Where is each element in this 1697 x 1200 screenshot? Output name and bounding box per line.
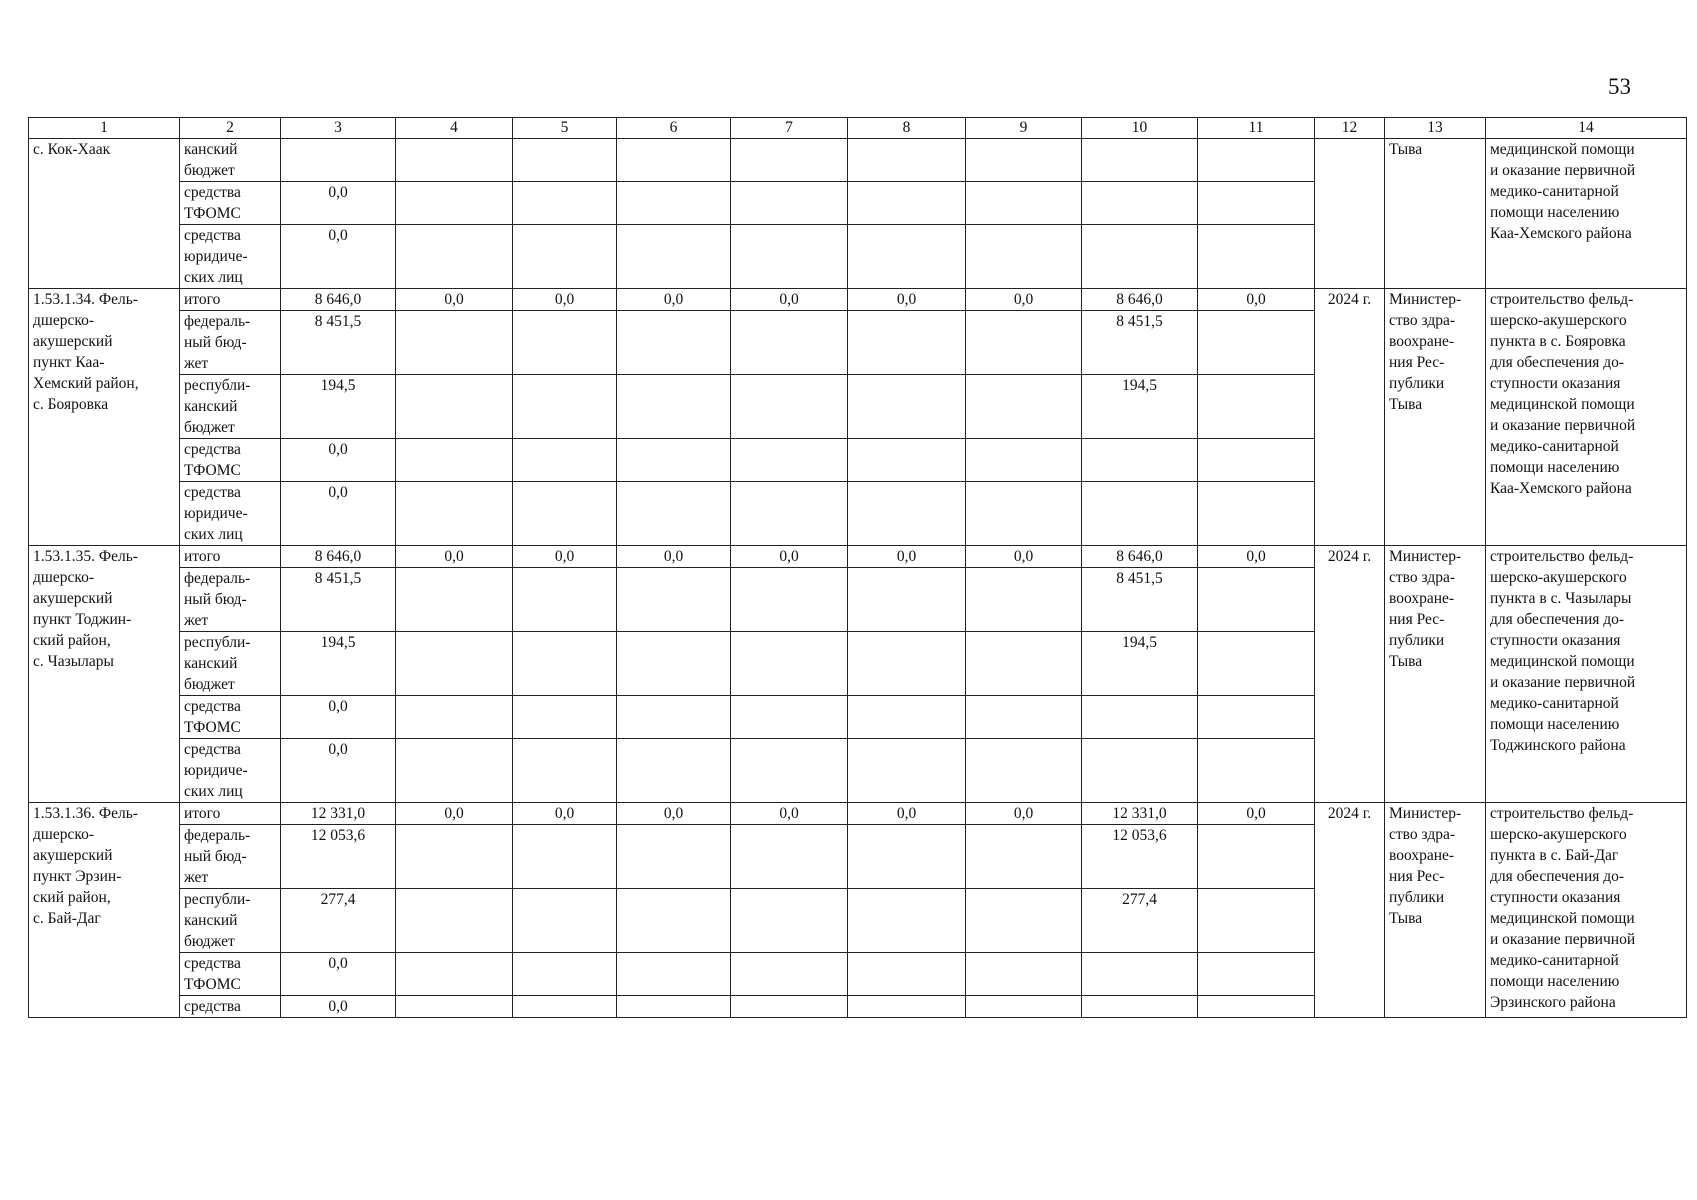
amount-cell [848,825,966,889]
amount-cell [617,953,731,996]
amount-cell [1082,996,1198,1018]
amount-cell: 0,0 [617,289,731,311]
amount-cell [966,311,1082,375]
responsible-executor: Министер- ство здра- воохране- ния Рес- публики Тыва [1385,546,1486,803]
amount-cell: 277,4 [1082,889,1198,953]
amount-cell [617,482,731,546]
amount-cell [617,225,731,289]
funding-row [29,139,1687,182]
amount-cell [1198,889,1315,953]
amount-cell [1082,139,1198,182]
amount-cell [281,139,396,182]
responsible-executor: Министер- ство здра- воохране- ния Рес- публики Тыва [1385,803,1486,1018]
amount-cell [848,696,966,739]
amount-cell: 0,0 [731,546,848,568]
amount-cell: 0,0 [731,289,848,311]
funding-source-label: средства юридиче- ских лиц [180,739,281,803]
amount-cell: 0,0 [513,289,617,311]
amount-cell: 0,0 [281,439,396,482]
amount-cell: 0,0 [396,546,513,568]
column-number: 4 [396,118,513,139]
column-number: 9 [966,118,1082,139]
amount-cell [617,889,731,953]
funding-source-label: итого [180,546,281,568]
amount-cell [513,889,617,953]
amount-cell: 0,0 [281,482,396,546]
amount-cell: 0,0 [396,803,513,825]
amount-cell: 0,0 [617,803,731,825]
funding-source-label: средства ТФОМС [180,182,281,225]
funding-source-label: итого [180,803,281,825]
amount-cell: 194,5 [1082,632,1198,696]
purpose-text: строительство фельд- шерско-акушерского пункта в с. Бай-Даг для обеспечения до- ступности оказания медицинской помощи и оказание первичной медико-санитарной помощи населению Эрзинского района [1486,803,1687,1018]
amount-cell [966,953,1082,996]
amount-cell: 0,0 [617,546,731,568]
amount-cell: 8 451,5 [1082,568,1198,632]
amount-cell [848,889,966,953]
amount-cell [396,825,513,889]
amount-cell [1198,825,1315,889]
amount-cell [848,953,966,996]
amount-cell [396,311,513,375]
amount-cell: 277,4 [281,889,396,953]
amount-cell: 8 646,0 [1082,289,1198,311]
amount-cell [1082,482,1198,546]
amount-cell [966,632,1082,696]
amount-cell [966,482,1082,546]
purpose-text: медицинской помощи и оказание первичной медико-санитарной помощи населению Каа-Хемского района [1486,139,1687,289]
amount-cell [617,375,731,439]
completion-year [1315,139,1385,289]
amount-cell [396,696,513,739]
purpose-text: строительство фельд- шерско-акушерского пункта в с. Чазылары для обеспечения до- ступности оказания медицинской помощи и оказание первичной медико-санитарной помощи населению Тоджинского района [1486,546,1687,803]
column-number: 8 [848,118,966,139]
amount-cell [513,311,617,375]
column-number: 10 [1082,118,1198,139]
amount-cell [731,632,848,696]
amount-cell [513,996,617,1018]
column-number: 13 [1385,118,1486,139]
amount-cell [731,139,848,182]
amount-cell [396,632,513,696]
amount-cell: 0,0 [848,546,966,568]
amount-cell [1198,953,1315,996]
amount-cell [617,632,731,696]
amount-cell: 12 331,0 [1082,803,1198,825]
column-number: 6 [617,118,731,139]
funding-source-label: федераль- ный бюд- жет [180,311,281,375]
amount-cell [617,825,731,889]
amount-cell [731,996,848,1018]
column-number: 2 [180,118,281,139]
page-number: 53 [1608,74,1631,99]
amount-cell [396,568,513,632]
item-name: 1.53.1.34. Фель- дшерско- акушерский пункт Каа- Хемский район, с. Бояровка [29,289,180,546]
amount-cell [1198,996,1315,1018]
purpose-text: строительство фельд- шерско-акушерского пункта в с. Бояровка для обеспечения до- ступности оказания медицинской помощи и оказание первичной медико-санитарной помощи населению Каа-Хемского района [1486,289,1687,546]
amount-cell [966,996,1082,1018]
amount-cell [848,225,966,289]
table-body [29,118,1687,1018]
amount-cell: 0,0 [1198,289,1315,311]
amount-cell [966,439,1082,482]
amount-cell [396,439,513,482]
funding-source-label: республи- канский бюджет [180,632,281,696]
completion-year: 2024 г. [1315,803,1385,1018]
amount-cell: 0,0 [1198,803,1315,825]
amount-cell [731,953,848,996]
column-number: 7 [731,118,848,139]
amount-cell [513,375,617,439]
amount-cell [513,182,617,225]
amount-cell [617,696,731,739]
amount-cell: 0,0 [966,803,1082,825]
amount-cell [1198,311,1315,375]
amount-cell [396,953,513,996]
amount-cell [396,996,513,1018]
amount-cell [966,182,1082,225]
amount-cell [731,311,848,375]
item-name: 1.53.1.36. Фель- дшерско- акушерский пункт Эрзин- ский район, с. Бай-Даг [29,803,180,1018]
amount-cell [731,696,848,739]
item-name: 1.53.1.35. Фель- дшерско- акушерский пункт Тоджин- ский район, с. Чазылары [29,546,180,803]
amount-cell: 194,5 [281,632,396,696]
amount-cell: 0,0 [396,289,513,311]
column-number: 14 [1486,118,1687,139]
amount-cell [396,139,513,182]
amount-cell [966,568,1082,632]
header-row [29,118,1687,139]
amount-cell [731,889,848,953]
amount-cell [966,696,1082,739]
amount-cell [396,889,513,953]
amount-cell [848,568,966,632]
amount-cell [513,139,617,182]
amount-cell [1198,139,1315,182]
amount-cell [1198,375,1315,439]
amount-cell: 8 451,5 [281,568,396,632]
amount-cell [848,482,966,546]
item-total-row [29,289,1687,311]
item-name: с. Кок-Хаак [29,139,180,289]
amount-cell [617,739,731,803]
amount-cell: 0,0 [281,182,396,225]
amount-cell [848,182,966,225]
amount-cell [848,632,966,696]
amount-cell: 0,0 [1198,546,1315,568]
amount-cell: 0,0 [848,289,966,311]
amount-cell [848,139,966,182]
column-number: 1 [29,118,180,139]
amount-cell: 8 646,0 [281,546,396,568]
column-number: 5 [513,118,617,139]
amount-cell [966,739,1082,803]
amount-cell [513,439,617,482]
amount-cell: 0,0 [731,803,848,825]
amount-cell: 194,5 [281,375,396,439]
amount-cell: 8 451,5 [281,311,396,375]
responsible-executor: Министер- ство здра- воохране- ния Рес- публики Тыва [1385,289,1486,546]
amount-cell [731,182,848,225]
funding-source-label: средства ТФОМС [180,953,281,996]
amount-cell [1198,225,1315,289]
amount-cell: 12 053,6 [281,825,396,889]
amount-cell: 8 451,5 [1082,311,1198,375]
column-number: 11 [1198,118,1315,139]
amount-cell: 0,0 [281,996,396,1018]
amount-cell [1082,182,1198,225]
funding-source-label: средства ТФОМС [180,439,281,482]
amount-cell [513,632,617,696]
amount-cell: 12 331,0 [281,803,396,825]
amount-cell [1198,439,1315,482]
amount-cell [731,225,848,289]
responsible-executor: Тыва [1385,139,1486,289]
amount-cell [1198,568,1315,632]
amount-cell: 0,0 [281,225,396,289]
amount-cell [1198,632,1315,696]
amount-cell [513,482,617,546]
amount-cell [731,739,848,803]
amount-cell [848,311,966,375]
amount-cell: 0,0 [966,289,1082,311]
amount-cell [617,568,731,632]
amount-cell [731,825,848,889]
amount-cell [1198,696,1315,739]
funding-source-label: итого [180,289,281,311]
amount-cell [617,182,731,225]
amount-cell [966,225,1082,289]
amount-cell [396,482,513,546]
amount-cell [1198,482,1315,546]
amount-cell [731,439,848,482]
column-number: 3 [281,118,396,139]
amount-cell: 8 646,0 [1082,546,1198,568]
amount-cell [1082,739,1198,803]
amount-cell [617,139,731,182]
funding-source-label: средства юридиче- ских лиц [180,482,281,546]
amount-cell [513,825,617,889]
amount-cell [513,696,617,739]
amount-cell: 12 053,6 [1082,825,1198,889]
amount-cell [966,825,1082,889]
amount-cell [396,182,513,225]
amount-cell [513,568,617,632]
amount-cell: 0,0 [281,739,396,803]
amount-cell: 8 646,0 [281,289,396,311]
funding-source-label: республи- канский бюджет [180,889,281,953]
completion-year: 2024 г. [1315,289,1385,546]
amount-cell [513,953,617,996]
completion-year: 2024 г. [1315,546,1385,803]
amount-cell [1082,696,1198,739]
amount-cell [396,739,513,803]
amount-cell [848,996,966,1018]
amount-cell: 0,0 [513,803,617,825]
amount-cell [617,996,731,1018]
amount-cell [966,375,1082,439]
amount-cell [1198,739,1315,803]
amount-cell [1198,182,1315,225]
amount-cell [731,482,848,546]
funding-source-label: канский бюджет [180,139,281,182]
amount-cell [848,739,966,803]
funding-source-label: федераль- ный бюд- жет [180,568,281,632]
amount-cell [396,225,513,289]
funding-source-label: средства ТФОМС [180,696,281,739]
funding-source-label: федераль- ный бюд- жет [180,825,281,889]
amount-cell [848,375,966,439]
amount-cell [966,889,1082,953]
amount-cell: 0,0 [966,546,1082,568]
amount-cell [731,568,848,632]
amount-cell: 0,0 [848,803,966,825]
item-total-row [29,803,1687,825]
program-table [28,117,1687,1018]
amount-cell [1082,953,1198,996]
amount-cell [617,439,731,482]
item-total-row [29,546,1687,568]
amount-cell [1082,225,1198,289]
amount-cell [966,139,1082,182]
amount-cell [513,225,617,289]
column-number: 12 [1315,118,1385,139]
amount-cell: 0,0 [513,546,617,568]
amount-cell: 194,5 [1082,375,1198,439]
amount-cell: 0,0 [281,696,396,739]
amount-cell: 0,0 [281,953,396,996]
amount-cell [848,439,966,482]
amount-cell [617,311,731,375]
amount-cell [513,739,617,803]
funding-source-label: республи- канский бюджет [180,375,281,439]
amount-cell [396,375,513,439]
funding-source-label: средства юридиче- ских лиц [180,225,281,289]
amount-cell [1082,439,1198,482]
funding-source-label: средства [180,996,281,1018]
amount-cell [731,375,848,439]
